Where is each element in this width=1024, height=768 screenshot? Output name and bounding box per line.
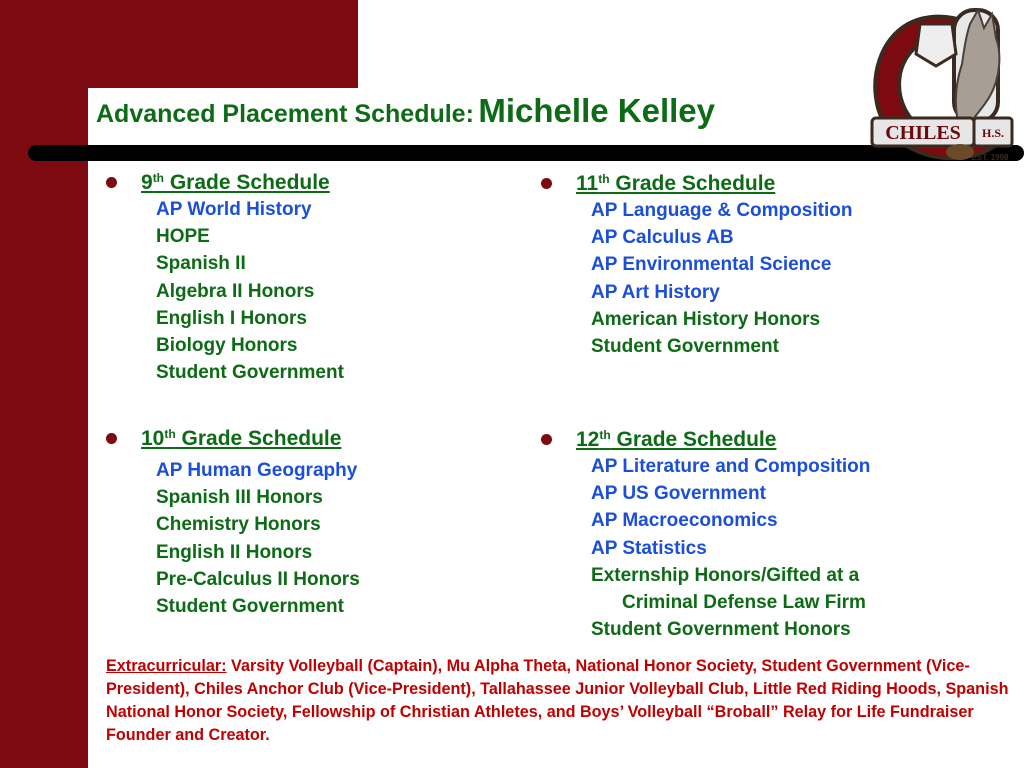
course-list (156, 196, 344, 386)
section-12th-grade (541, 428, 870, 643)
course-item: Spanish III Honors (156, 487, 323, 509)
course-item: Spanish II (156, 253, 246, 275)
logo-paw (946, 144, 974, 160)
title-prefix: Advanced Placement Schedule (96, 100, 466, 128)
course-item: AP Literature and Composition (591, 456, 871, 477)
course-item: AP US Government (591, 483, 766, 505)
section-heading: 9th Grade Schedule (141, 171, 330, 194)
course-item: Chemistry Honors (156, 514, 321, 536)
section-heading: 10th Grade Schedule (141, 427, 342, 450)
course-item: AP Macroeconomics (591, 510, 778, 532)
logo-tag-text: H.S. (981, 126, 1005, 140)
bullet-icon (541, 178, 552, 189)
course-item: English II Honors (156, 541, 313, 563)
school-logo (862, 2, 1024, 172)
title-name: Michelle Kelley (478, 92, 715, 129)
course-item: HOPE (156, 226, 210, 248)
logo-est-text: EST. 1998 (971, 153, 1009, 162)
logo-banner-text: CHILES (885, 122, 961, 144)
course-item: English I Honors (156, 307, 307, 329)
course-item: Algebra II Honors (156, 280, 315, 302)
course-item: AP Statistics (591, 537, 707, 559)
course-item: AP Calculus AB (591, 227, 734, 249)
extracurricular-label: Extracurricular: (106, 657, 227, 675)
section-heading-row (541, 172, 852, 196)
left-maroon-bar (0, 0, 88, 768)
course-item: American History Honors (591, 308, 821, 330)
course-item: Biology Honors (156, 335, 298, 357)
course-list (591, 197, 852, 360)
section-heading-row (541, 428, 870, 452)
course-item: Student Government (156, 362, 344, 384)
course-item: AP Human Geography (156, 460, 358, 481)
extracurricular-text: Varsity Volleyball (Captain), Mu Alpha Theta, National Honor Society, Student Government (Vice-President), Chiles Anchor Club (Vice-President), Tallahassee Junior Volleyball Club, Little Red Riding Hoods, Spanish National Honor Society, Fellowship of Christian Athletes, and Boys’ Volleyball “Broball” Relay for Life Fundraiser Founder and Creator. (106, 657, 1009, 744)
course-item: AP World History (156, 199, 312, 220)
course-list (156, 457, 360, 620)
section-heading-row (106, 427, 360, 451)
logo-crest (916, 24, 956, 66)
course-item-continuation: Criminal Defense Law Firm (622, 592, 866, 614)
top-maroon-block (0, 0, 358, 88)
section-heading-row (106, 171, 344, 195)
section-11th-grade (541, 172, 852, 360)
course-item: AP Art History (591, 281, 720, 303)
bullet-icon (106, 433, 117, 444)
course-item: Student Government Honors (591, 619, 851, 641)
course-item: Pre-Calculus II Honors (156, 568, 360, 590)
section-heading: 11th Grade Schedule (576, 172, 776, 195)
course-item: Student Government (156, 596, 344, 618)
course-item: Externship Honors/Gifted at a (591, 564, 860, 586)
section-heading: 12th Grade Schedule (576, 428, 777, 451)
course-item: AP Environmental Science (591, 254, 832, 276)
extracurricular-paragraph (106, 655, 1018, 747)
course-item: Student Government (591, 336, 779, 358)
title-colon: : (465, 100, 474, 128)
course-list (591, 453, 870, 643)
course-item: AP Language & Composition (591, 200, 853, 221)
bullet-icon (541, 434, 552, 445)
section-9th-grade (106, 171, 344, 386)
page-title (96, 92, 715, 130)
section-10th-grade (106, 427, 360, 620)
bullet-icon (106, 177, 117, 188)
